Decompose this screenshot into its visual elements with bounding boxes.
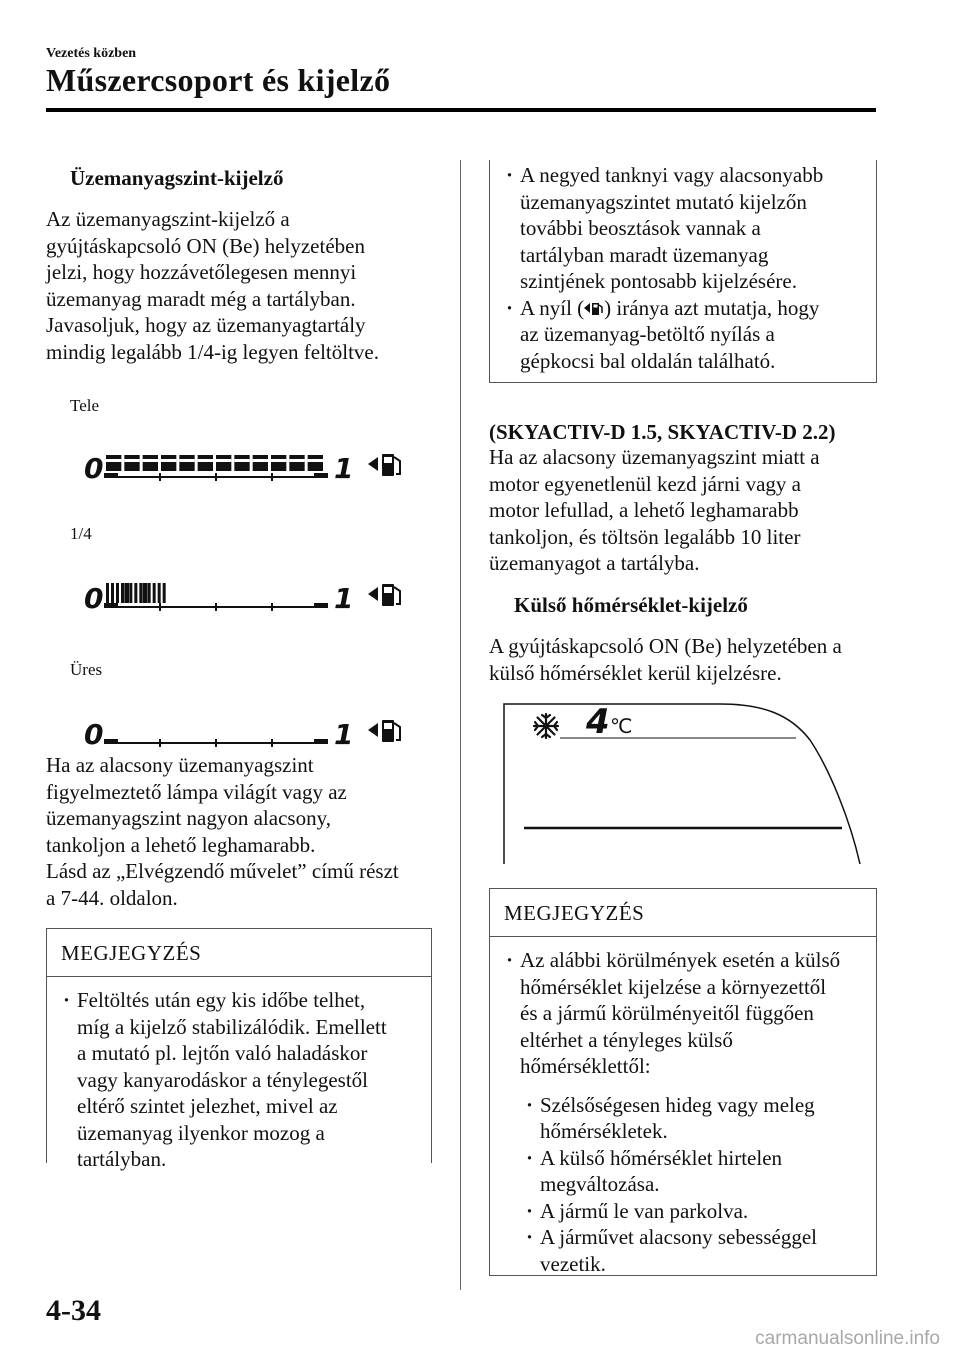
title-rule <box>46 108 876 112</box>
gauge-min-label: 0 <box>84 718 104 751</box>
temp-value: 4 <box>586 702 610 742</box>
text-line: szintjének pontosabb kijelzésére. <box>520 269 797 293</box>
note-bullet <box>490 947 876 1080</box>
gauge-fill-segment <box>124 455 139 471</box>
gauge-label-empty: Üres <box>70 660 103 679</box>
text-line: míg a kijelző stabilizálódik. Emellett <box>77 1014 387 1039</box>
note-bullet <box>47 987 431 1173</box>
text-line: mindig legalább 1/4-ig legyen feltöltve. <box>46 339 379 364</box>
gauge-max-label: 1 <box>334 718 354 751</box>
low-fuel-paragraph <box>46 752 446 911</box>
fuel-arrow-icon <box>368 587 378 601</box>
text-line: Ha az alacsony üzemanyagszint <box>46 753 314 777</box>
text-line: Lásd az „Elvégzendő művelet” című részt <box>46 859 399 883</box>
outside-temp-paragraph <box>489 633 889 686</box>
text-line: Az üzemanyagszint-kijelző a <box>46 207 290 231</box>
gauge-fill-segment <box>143 455 158 471</box>
text-line: tankoljon, és töltsön legalább 10 liter <box>489 524 801 549</box>
gauge-fill-bar <box>163 583 166 603</box>
note-sub-bullet <box>490 1145 876 1198</box>
gauge-fill-highlight <box>179 459 194 462</box>
fuel-arrow-icon <box>368 457 378 471</box>
gauge-fill-highlight <box>271 459 286 462</box>
text-line: megváltozása. <box>540 1172 660 1196</box>
text-line: üzemanyagszintet mutató kijelzőn <box>520 189 807 214</box>
gauge-fill-highlight <box>216 459 231 462</box>
text-line: és a jármű körülményeitől függően <box>520 1001 814 1025</box>
gauge-label-full: Tele <box>70 396 100 415</box>
gauge-fill-highlight <box>124 459 139 462</box>
outside-temp-display <box>500 700 866 866</box>
watermark: carmanualsonline.info <box>755 1328 940 1349</box>
fuel-pump-window <box>384 587 392 593</box>
gauge-fill-bar <box>158 583 161 603</box>
text-line: · Az alábbi körülmények esetén a külső <box>520 948 841 972</box>
text-line: eltérhet a tényleges külső <box>520 1027 733 1052</box>
note-sub-bullet <box>490 1224 876 1277</box>
gauge-fill-bar <box>134 583 137 603</box>
note-sub-bullet <box>490 1092 876 1145</box>
fuel-pump-hose <box>394 723 400 740</box>
gauge-fill-segment <box>198 455 213 471</box>
text-line: Ha az alacsony üzemanyagszint miatt a <box>489 445 820 469</box>
text-line: a 7-44. oldalon. <box>46 885 178 910</box>
text-line: · Feltöltés után egy kis időbe telhet, <box>77 988 366 1012</box>
gauge-fill-segment <box>289 455 304 471</box>
gauge-fill-highlight <box>161 459 176 462</box>
gauge-fill-segment <box>216 455 231 471</box>
text-line: a mutató pl. lejtőn való haladáskor <box>77 1041 368 1065</box>
text-line: jelzi, hogy hozzávetőlegesen mennyi <box>46 260 357 284</box>
gauge-fill-bar <box>153 583 156 603</box>
fuel-pump-arrow-icon <box>584 299 604 317</box>
gauge-fill-highlight <box>289 459 304 462</box>
note-bullet <box>490 162 876 295</box>
outside-temp-heading: Külső hőmérséklet-kijelző <box>514 593 748 617</box>
text-line: külső hőmérséklet kerül kijelzésre. <box>489 660 782 685</box>
text-line: hőmérséklet kijelzése a környezettől <box>520 974 827 999</box>
text-line: hőmérsékletek. <box>540 1119 668 1143</box>
gauge-fill-segment <box>179 455 194 471</box>
gauge-fill-bar <box>129 583 132 603</box>
temp-unit: ℃ <box>610 714 633 738</box>
text-line: · A negyed tanknyi vagy alacsonyabb <box>520 163 824 187</box>
text-line: tankoljon a lehető leghamarabb. <box>46 832 316 857</box>
page-title: Műszercsoport és kijelző <box>46 62 391 98</box>
gauge-min-label: 0 <box>84 452 104 485</box>
text-line: · A jármű le van parkolva. <box>540 1198 749 1223</box>
fuel-gauge-full <box>82 446 412 486</box>
gauge-fill-highlight <box>234 459 249 462</box>
note-box-left <box>46 928 432 1171</box>
text-line: vezetik. <box>540 1251 606 1276</box>
text-line: · A nyíl ( ) iránya azt mutatja, hogy <box>520 295 820 320</box>
text-line: eltérő szintet jelezhet, mivel az <box>77 1094 338 1118</box>
gauge-fill-segment <box>271 455 286 471</box>
text-line: tartályban. <box>77 1147 167 1171</box>
gauge-fill-bar <box>111 583 114 603</box>
note-bullet <box>490 295 876 375</box>
note-title: MEGJEGYZÉS <box>47 929 431 977</box>
fuel-gauge-quarter <box>82 576 412 616</box>
fuel-pump-window <box>384 457 392 463</box>
diesel-paragraph <box>489 444 889 577</box>
section-label: Vezetés közben <box>46 46 137 61</box>
gauge-fill-segment <box>308 455 323 471</box>
text-line: hőmérséklettől: <box>520 1054 651 1078</box>
column-divider <box>460 160 461 1290</box>
gauge-fill-bar <box>139 583 142 603</box>
text-line: üzemanyag ilyenkor mozog a <box>77 1120 325 1145</box>
gauge-fill-segment <box>161 455 176 471</box>
fuel-gauge-empty <box>82 712 412 752</box>
page-number: 4-34 <box>46 1294 101 1327</box>
text-line: · A külső hőmérséklet hirtelen <box>540 1145 783 1170</box>
gauge-fill-segment <box>253 455 268 471</box>
text-line: A gyújtáskapcsoló ON (Be) helyzetében a <box>489 634 842 658</box>
text-line: tartályban maradt üzemanyag <box>520 242 769 267</box>
text-line: üzemanyagot a tartályba. <box>489 551 700 575</box>
gauge-fill-highlight <box>143 459 158 462</box>
text-line: motor egyenetlenül kezd járni vagy a <box>489 471 801 496</box>
text-line: az üzemanyag-betöltő nyílás a <box>520 322 775 346</box>
text-line: üzemanyagszint nagyon alacsony, <box>46 806 331 830</box>
gauge-fill-highlight <box>106 459 121 462</box>
gauge-fill-segment <box>234 455 249 471</box>
text-line: figyelmeztető lámpa világít vagy az <box>46 779 347 804</box>
gauge-max-label: 1 <box>334 452 354 485</box>
text-line: motor lefullad, a lehető leghamarabb <box>489 498 799 522</box>
gauge-max-label: 1 <box>334 582 354 615</box>
text-line: gyújtáskapcsoló ON (Be) helyzetében <box>46 233 365 258</box>
text-line: · A járművet alacsony sebességgel <box>540 1225 817 1249</box>
gauge-fill-bar <box>121 583 124 603</box>
text-line: Javasoljuk, hogy az üzemanyagtartály <box>46 313 366 337</box>
text-line: további beosztások vannak a <box>520 216 761 240</box>
fuel-intro-paragraph <box>46 206 446 365</box>
gauge-fill-highlight <box>198 459 213 462</box>
gauge-fill-segment <box>106 455 121 471</box>
fuel-pump-hose <box>394 587 400 604</box>
text-line: vagy kanyarodáskor a ténylegestől <box>77 1067 368 1092</box>
note-title: MEGJEGYZÉS <box>490 889 876 937</box>
gauge-fill-bar <box>116 583 119 603</box>
gauge-fill-highlight <box>253 459 268 462</box>
fuel-pump-hose <box>394 457 400 474</box>
text-line: · Szélsőségesen hideg vagy meleg <box>540 1092 815 1117</box>
note-sub-bullet <box>490 1198 876 1225</box>
fuel-gauge-heading: Üzemanyagszint-kijelző <box>70 166 284 190</box>
fuel-arrow-icon <box>368 723 378 737</box>
fuel-pump-window <box>384 723 392 729</box>
note-box-continued <box>489 160 877 383</box>
gauge-min-label: 0 <box>84 582 104 615</box>
diesel-heading: (SKYACTIV-D 1.5, SKYACTIV-D 2.2) <box>489 420 836 444</box>
text-line: üzemanyag maradt még a tartályban. <box>46 286 356 311</box>
snowflake-icon <box>532 712 560 740</box>
gauge-fill-highlight <box>308 459 323 462</box>
gauge-label-quarter: 1/4 <box>70 524 92 543</box>
text-line: gépkocsi bal oldalán található. <box>520 348 776 373</box>
gauge-fill-bar <box>124 583 127 603</box>
gauge-fill-bar <box>148 583 151 603</box>
gauge-fill-bar <box>106 583 109 603</box>
gauge-fill-bar <box>143 583 146 603</box>
note-box-right <box>489 888 877 1276</box>
